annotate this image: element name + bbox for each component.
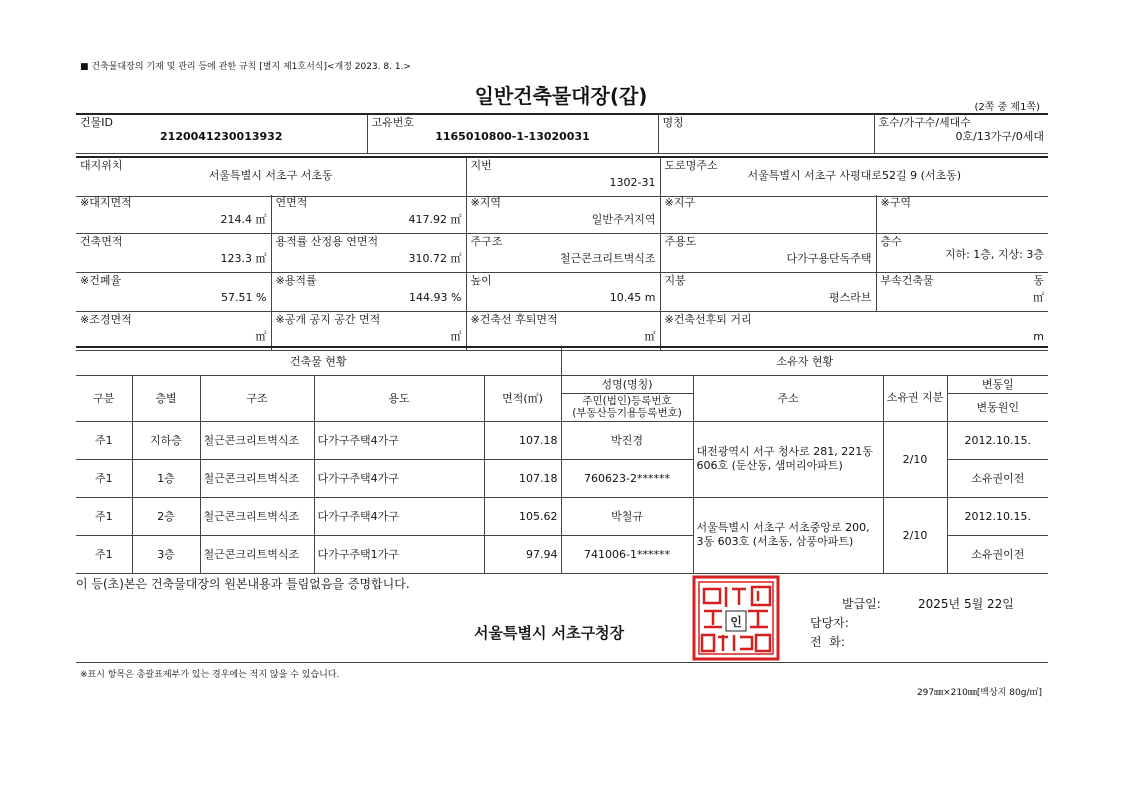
change-date: 2012.10.15. bbox=[947, 497, 1048, 535]
height-cell: 높이 10.45 m bbox=[466, 273, 660, 312]
zone-cell: ※지역 일반주거지역 bbox=[466, 195, 660, 234]
landscape-cell: ※조경면적 ㎡ bbox=[76, 312, 271, 351]
footer-divider bbox=[76, 662, 1048, 663]
section-cell: ※구역 bbox=[876, 195, 1048, 234]
change-reason: 소유권이전 bbox=[947, 535, 1048, 573]
table-row: 주1 지하층 철근콘크리트벽식조 다가구주택4가구 107.18 박진경 대전광역시 서구 청사로 281, 221동 606호 (둔산동, 샘머리아파트) 2/10 2012.10.15. bbox=[76, 421, 1048, 459]
owner-address: 서울특별시 서초구 서초중앙로 200, 3동 603호 (서초동, 삼풍아파트) bbox=[693, 497, 883, 573]
structure-cell: 주구조 철근콘크리트벽식조 bbox=[466, 234, 660, 273]
site-cell: 대지위치 서울특별시 서초구 서초동 bbox=[76, 157, 466, 197]
header-area: 면적(㎡) bbox=[484, 375, 561, 421]
header-floor: 층별 bbox=[132, 375, 200, 421]
header-change-reason: 변동원인 bbox=[947, 393, 1048, 421]
units: 0호/13가구/0세대 bbox=[955, 130, 1044, 143]
floor-area-cell: 연면적 417.92 ㎡ bbox=[271, 195, 466, 234]
owner-reg-no: 741006-1****** bbox=[561, 535, 693, 573]
header-use: 용도 bbox=[314, 375, 484, 421]
owner-reg-no: 760623-2****** bbox=[561, 459, 693, 497]
owner-status-title: 소유자 현황 bbox=[561, 347, 1048, 375]
floors-cell: 층수 지하: 1층, 지상: 3층 bbox=[876, 234, 1048, 273]
area-info-grid bbox=[76, 195, 1048, 351]
building-id: 2120041230013932 bbox=[160, 130, 283, 143]
document-title: 일반건축물대장(갑) bbox=[474, 84, 648, 108]
header-address: 주소 bbox=[693, 375, 883, 421]
setback-distance-cell: ※건축선후퇴 거리 m bbox=[660, 312, 1048, 351]
annex-cell: 부속건축물 동 ㎡ bbox=[876, 273, 1048, 312]
table-row: 주1 2층 철근콘크리트벽식조 다가구주택4가구 105.62 박철규 서울특별시 서초구 서초중앙로 200, 3동 603호 (서초동, 삼풍아파트) 2/10 2012.10.15. bbox=[76, 497, 1048, 535]
building-area-cell: 건축면적 123.3 ㎡ bbox=[76, 234, 271, 273]
building-status-title: 건축물 현황 bbox=[76, 347, 561, 375]
table-row: 주1 1층 철근콘크리트벽식조 다가구주택4가구 107.18 760623-2****** 소유권이전 bbox=[76, 459, 1048, 497]
header-change-date: 변동일 bbox=[947, 375, 1048, 393]
district-cell: ※지구 bbox=[660, 195, 876, 234]
officer-label: 담당자: bbox=[810, 616, 849, 630]
certification-statement: 이 등(초)본은 건축물대장의 원본내용과 틀림없음을 증명합니다. bbox=[76, 577, 410, 591]
site-info-grid bbox=[76, 156, 1048, 197]
header-share: 소유권 지분 bbox=[883, 375, 947, 421]
road-cell: 도로명주소 서울특별시 서초구 사평대로52길 9 (서초동) bbox=[660, 157, 1048, 197]
owner-share: 2/10 bbox=[883, 497, 947, 573]
issue-label: 발급일: bbox=[842, 597, 881, 611]
issuing-office: 서울특별시 서초구청장 bbox=[474, 624, 625, 642]
form-rule-text: ■ 건축물대장의 기재 및 관리 등에 관한 규칙 [별지 제1호서식]<개정 2023. 8. 1.> bbox=[80, 62, 411, 72]
units-cell: 호수/가구수/세대수 0호/13가구/0세대 bbox=[874, 114, 1048, 154]
owner-share: 2/10 bbox=[883, 421, 947, 497]
page-info: (2쪽 중 제1쪽) bbox=[974, 102, 1040, 113]
phone-label: 전 화: bbox=[810, 635, 845, 649]
header-structure: 구조 bbox=[200, 375, 314, 421]
header-name: 성명(명칭) bbox=[561, 375, 693, 393]
owner-name: 박철규 bbox=[561, 497, 693, 535]
site: 서울특별시 서초구 서초동 bbox=[208, 169, 333, 182]
public-space-cell: ※공개 공지 공간 면적 ㎡ bbox=[271, 312, 466, 351]
building-info-grid bbox=[76, 113, 1048, 154]
footer-note: ※표시 항목은 총괄표제부가 있는 경우에는 적지 않을 수 있습니다. bbox=[80, 670, 340, 680]
road: 서울특별시 서초구 사평대로52길 9 (서초동) bbox=[747, 169, 962, 182]
name-cell: 명칭 bbox=[658, 114, 874, 154]
owner-address: 대전광역시 서구 청사로 281, 221동 606호 (둔산동, 샘머리아파트) bbox=[693, 421, 883, 497]
far-area-cell: 용적률 산정용 연면적 310.72 ㎡ bbox=[271, 234, 466, 273]
change-reason: 소유권이전 bbox=[947, 459, 1048, 497]
setback-area-cell: ※건축선 후퇴면적 ㎡ bbox=[466, 312, 660, 351]
header-div: 구분 bbox=[76, 375, 132, 421]
lot: 1302-31 bbox=[609, 176, 656, 189]
land-area-cell: ※대지면적 214.4 ㎡ bbox=[76, 195, 271, 234]
official-seal bbox=[692, 575, 780, 661]
main-use-cell: 주용도 다가구용단독주택 bbox=[660, 234, 876, 273]
issue-date: 2025년 5월 22일 bbox=[918, 597, 1014, 611]
unique-no-cell: 고유번호 1165010800-1-13020031 bbox=[367, 114, 658, 154]
unique-no: 1165010800-1-13020031 bbox=[435, 130, 590, 143]
roof-cell: 지붕 평스라브 bbox=[660, 273, 876, 312]
table-row: 주1 3층 철근콘크리트벽식조 다가구주택1가구 97.94 741006-1****** 소유권이전 bbox=[76, 535, 1048, 573]
header-reg-no: 주민(법인)등록번호 (부동산등기용등록번호) bbox=[561, 393, 693, 421]
far-cell: ※용적률 144.93 % bbox=[271, 273, 466, 312]
owner-name: 박진경 bbox=[561, 421, 693, 459]
change-date: 2012.10.15. bbox=[947, 421, 1048, 459]
paper-spec: 297㎜×210㎜[백상지 80g/㎡] bbox=[916, 688, 1042, 698]
status-table bbox=[76, 346, 1048, 574]
building-id-cell: 건물ID 2120041230013932 bbox=[76, 114, 367, 154]
coverage-cell: ※건폐율 57.51 % bbox=[76, 273, 271, 312]
lot-cell: 지번 1302-31 bbox=[466, 157, 660, 197]
seal-mark: 인 bbox=[730, 615, 742, 629]
